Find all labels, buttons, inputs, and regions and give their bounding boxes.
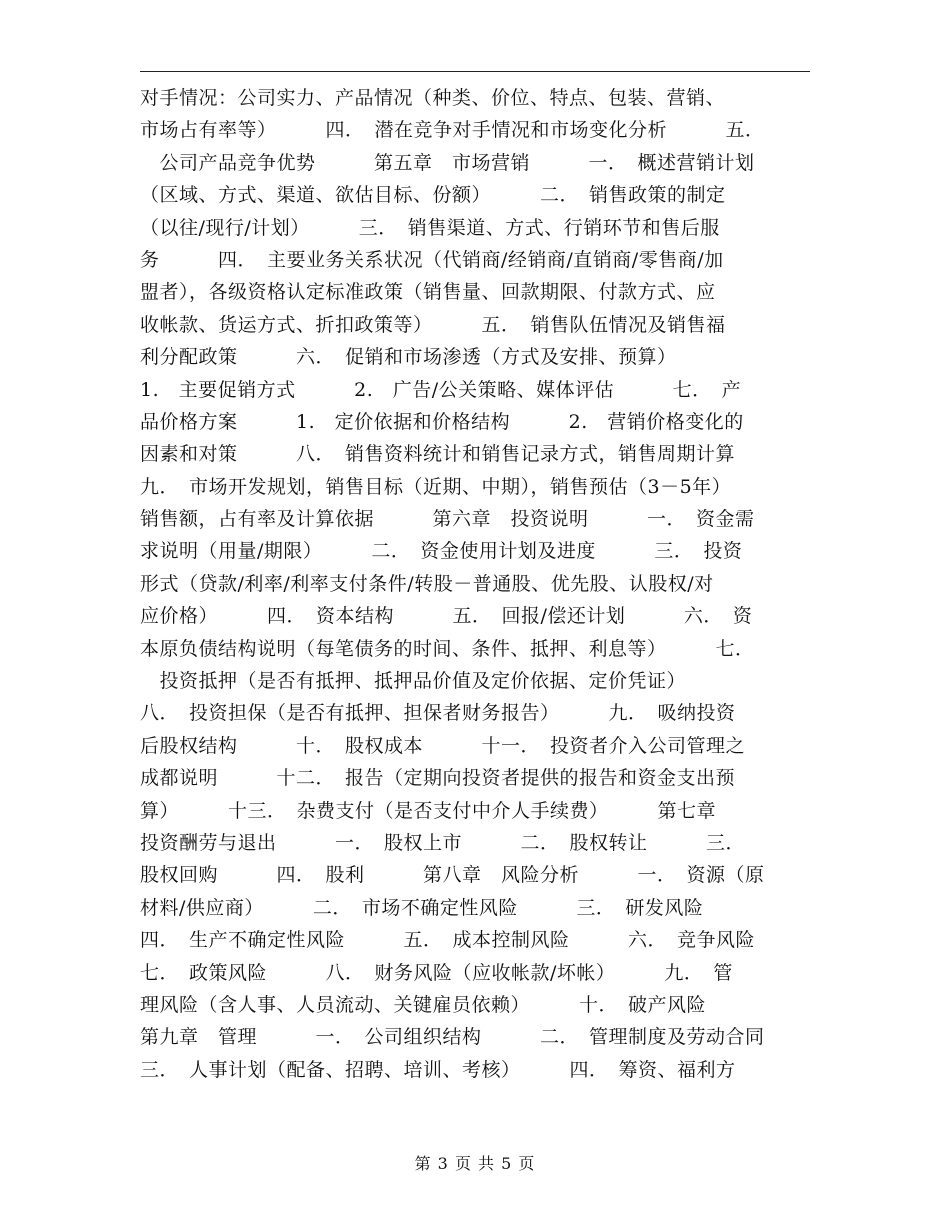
text-line: 务 四． 主要业务关系状况（代销商/经销商/直销商/零售商/加 <box>140 248 724 271</box>
text-line: 公司产品竞争优势 第五章 市场营销 一． 概述营销计划 <box>140 151 755 174</box>
text-line: 品价格方案 1. 定价依据和价格结构 2. 营销价格变化的 <box>140 410 744 433</box>
text-line: 对手情况：公司实力、产品情况（种类、价位、特点、包装、营销、 <box>140 87 726 109</box>
text-line: 算） 十三． 杂费支付（是否支付中介人手续费） 第七章 <box>140 799 717 822</box>
text-line: 理风险（含人事、人员流动、关键雇员依赖） 十． 破产风险 <box>140 993 707 1016</box>
text-line: 股权回购 四． 股利 第八章 风险分析 一． 资源（原 <box>140 864 765 887</box>
text-line: 应价格） 四． 资本结构 五． 回报/偿还计划 六． 资 <box>140 605 753 628</box>
text-line: 三． 人事计划（配备、招聘、培训、考核） 四． 筹资、福利方 <box>140 1058 736 1081</box>
text-line: 形式（贷款/利率/利率支付条件/转股－普通股、优先股、认股权/对 <box>140 572 714 595</box>
text-line: 利分配政策 六． 促销和市场渗透（方式及安排、预算） <box>140 346 677 369</box>
text-line: 材料/供应商） 二． 市场不确定性风险 三． 研发风险 <box>140 896 704 919</box>
text-line: （区域、方式、渠道、欲估目标、份额） 二． 销售政策的制定 <box>140 184 726 207</box>
body-text <box>140 82 810 1086</box>
text-line: 市场占有率等） 四． 潜在竞争对手情况和市场变化分析 五． <box>140 119 765 142</box>
page-footer: 第 3 页 共 5 页 <box>414 1154 536 1173</box>
text-line: 因素和对策 八． 销售资料统计和销售记录方式，销售周期计算 <box>140 443 736 466</box>
text-line: 本原负债结构说明（每笔债务的时间、条件、抵押、利息等） 七． <box>140 637 755 660</box>
text-line: 九． 市场开发规划，销售目标（近期、中期），销售预估（3－5年） <box>140 475 732 498</box>
text-line: 成都说明 十二． 报告（定期向投资者提供的报告和资金支出预 <box>140 767 736 790</box>
text-line: 后股权结构 十． 股权成本 十一． 投资者介入公司管理之 <box>140 734 746 757</box>
text-line: 1. 主要促销方式 2. 广告/公关策略、媒体评估 七． 产 <box>140 378 742 401</box>
text-line: 投资抵押（是否有抵押、抵押品价值及定价依据、定价凭证） <box>140 670 687 693</box>
text-line: 销售额，占有率及计算依据 第六章 投资说明 一． 资金需 <box>140 508 755 531</box>
text-line: 求说明（用量/期限） 二． 资金使用计划及进度 三． 投资 <box>140 540 743 563</box>
header-rule <box>140 71 810 72</box>
text-line: 七． 政策风险 八． 财务风险（应收帐款/坏帐） 九． 管 <box>140 961 733 984</box>
text-line: 八． 投资担保（是否有抵押、担保者财务报告） 九． 吸纳投资 <box>140 702 736 725</box>
text-line: 四． 生产不确定性风险 五． 成本控制风险 六． 竞争风险 <box>140 929 756 952</box>
text-line: 盟者），各级资格认定标准政策（销售量、回款期限、付款方式、应 <box>140 281 716 304</box>
text-line: 收帐款、货运方式、折扣政策等） 五． 销售队伍情况及销售福 <box>140 313 726 336</box>
text-line: 投资酬劳与退出 一． 股权上市 二． 股权转让 三． <box>140 831 746 854</box>
text-line: 第九章 管理 一． 公司组织结构 二． 管理制度及劳动合同 <box>140 1026 765 1049</box>
text-line: （以往/现行/计划） 三． 销售渠道、方式、行销环节和售后服 <box>140 216 720 239</box>
